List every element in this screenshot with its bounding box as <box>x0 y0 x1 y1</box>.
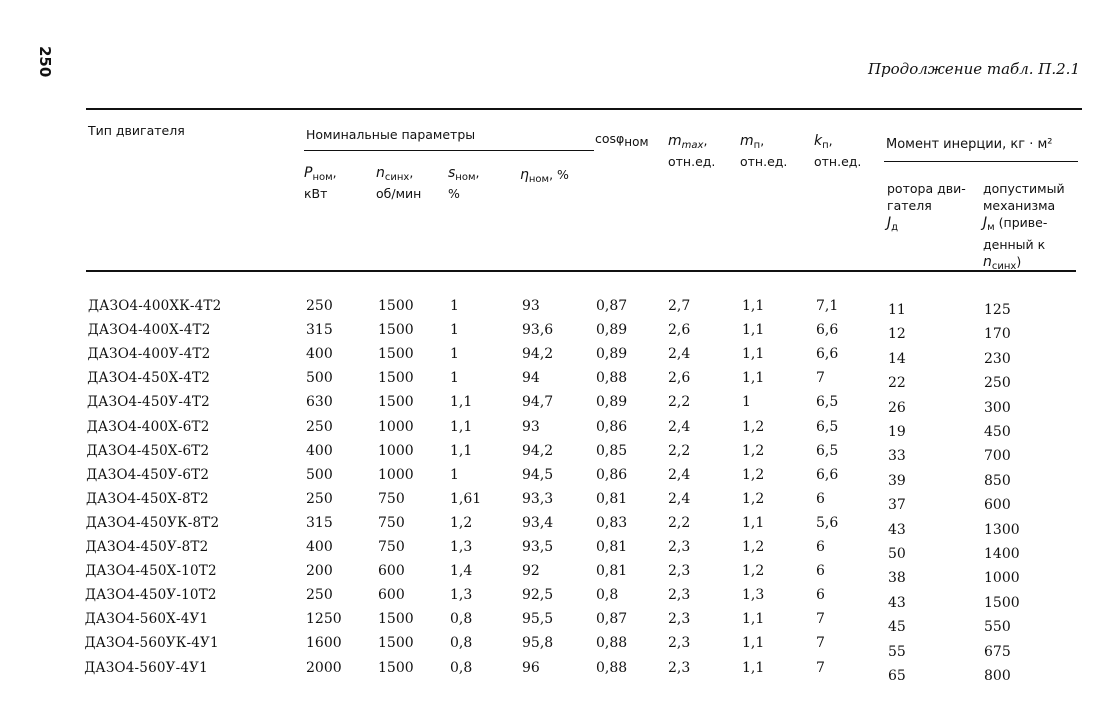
cell-cos: 0,89 <box>596 394 628 411</box>
cell-jm: 1300 <box>984 521 1020 538</box>
cell-cos: 0,8 <box>596 587 619 604</box>
cell-mp: 1,2 <box>742 539 765 555</box>
header-mech-line5-var: n <box>983 254 992 270</box>
cell-eta: 92 <box>522 563 540 580</box>
header-mech-line3: (приве- <box>998 215 1048 230</box>
header-m-max: $m_{max}$, отн.ед. <box>668 133 716 169</box>
cell-kp: 6 <box>816 539 825 555</box>
cell-jd: 43 <box>888 594 906 611</box>
header-p-nom-var: P <box>304 165 313 181</box>
cell-n: 750 <box>378 490 405 507</box>
cell-n: 1000 <box>378 466 414 483</box>
cell-type: ДАЗО4-400Х-4Т2 <box>87 322 211 339</box>
cell-type: ДАЗО4-450УК-8Т2 <box>85 514 220 531</box>
header-rotor-sub: д <box>891 222 899 233</box>
cell-s: 1 <box>450 298 459 314</box>
header-mmax-var: m <box>668 133 682 149</box>
header-s-nom-var: s <box>448 165 456 181</box>
top-rule <box>86 108 1082 110</box>
header-cos-var: cosφ <box>595 131 625 146</box>
header-p-nom-unit: кВт <box>304 186 328 201</box>
cell-cos: 0,86 <box>596 466 628 483</box>
cell-mmax: 2,2 <box>668 442 691 459</box>
header-kp-sub: п <box>822 140 829 151</box>
cell-mp: 1,1 <box>742 346 765 363</box>
cell-jd: 55 <box>888 643 906 660</box>
header-rotor-line1: ротора дви- <box>887 181 966 196</box>
cell-jm: 675 <box>984 643 1011 660</box>
nominal-params-rule <box>304 150 594 151</box>
cell-type: ДАЗО4-560У-4У1 <box>84 659 208 676</box>
cell-n: 1500 <box>378 635 414 652</box>
cell-s: 1,3 <box>450 539 473 555</box>
cell-jd: 37 <box>888 497 906 514</box>
header-n-sync-sub: синх <box>384 172 410 183</box>
cell-type: ДАЗО4-450У-8Т2 <box>85 539 209 555</box>
cell-p: 630 <box>306 394 333 411</box>
header-mmax-sub: max <box>681 140 704 151</box>
cell-jd: 43 <box>888 521 906 538</box>
table-caption: Продолжение табл. П.2.1 <box>867 60 1080 78</box>
cell-jm: 450 <box>984 424 1011 440</box>
cell-n: 750 <box>378 514 405 531</box>
cell-n: 1500 <box>378 322 414 339</box>
cell-mmax: 2,4 <box>668 346 691 363</box>
cell-cos: 0,88 <box>596 659 628 676</box>
cell-jd: 38 <box>888 570 906 587</box>
cell-mp: 1,1 <box>742 635 765 652</box>
cell-eta: 95,5 <box>522 611 554 628</box>
cell-eta: 93,4 <box>522 514 554 531</box>
header-eta-sub: ном <box>528 174 550 185</box>
cell-cos: 0,89 <box>596 346 628 363</box>
cell-mmax: 2,7 <box>668 298 691 314</box>
cell-kp: 6 <box>816 563 825 580</box>
cell-kp: 7 <box>816 611 825 628</box>
cell-cos: 0,85 <box>596 442 628 459</box>
cell-mmax: 2,4 <box>668 418 691 435</box>
cell-eta: 95,8 <box>522 635 554 652</box>
header-rotor-inertia <box>887 180 966 236</box>
cell-cos: 0,86 <box>596 418 628 435</box>
cell-p: 400 <box>306 442 333 459</box>
cell-n: 1000 <box>378 442 414 459</box>
cell-jd: 50 <box>888 546 906 562</box>
cell-n: 600 <box>378 563 405 580</box>
header-mech-line1: допустимый <box>983 181 1065 196</box>
header-n-sync-unit: об/мин <box>376 186 422 201</box>
cell-n: 600 <box>378 587 405 604</box>
cell-eta: 93,5 <box>522 539 554 555</box>
cell-cos: 0,89 <box>596 322 628 339</box>
cell-mmax: 2,4 <box>668 466 691 483</box>
cell-mp: 1,2 <box>742 490 765 507</box>
cell-mmax: 2,3 <box>668 635 691 652</box>
header-k-p: $k_п$, отн.ед. <box>814 133 862 169</box>
cell-mp: 1 <box>742 394 751 411</box>
header-n-sync-var: n <box>376 165 385 181</box>
header-rotor-var: J <box>887 215 892 231</box>
cell-kp: 6,6 <box>816 466 839 483</box>
cell-s: 1 <box>450 466 459 483</box>
cell-mp: 1,1 <box>742 322 765 339</box>
cell-kp: 7,1 <box>816 298 839 314</box>
cell-cos: 0,81 <box>596 539 628 555</box>
cell-jm: 300 <box>984 399 1011 416</box>
header-bottom-rule <box>86 270 1076 272</box>
cell-p: 500 <box>306 370 333 387</box>
cell-mp: 1,1 <box>742 611 765 628</box>
cell-jd: 45 <box>888 619 906 636</box>
cell-kp: 7 <box>816 659 825 676</box>
cell-jd: 14 <box>888 350 906 367</box>
cell-kp: 6,5 <box>816 418 839 435</box>
cell-s: 0,8 <box>450 611 473 628</box>
header-mech-line4: денный к <box>983 237 1046 252</box>
cell-mp: 1,1 <box>742 659 765 676</box>
cell-jm: 125 <box>984 302 1011 318</box>
cell-p: 250 <box>306 587 333 604</box>
header-kp-unit: отн.ед. <box>814 154 862 169</box>
cell-jm: 1000 <box>984 570 1020 587</box>
cell-mmax: 2,6 <box>668 322 691 339</box>
cell-p: 400 <box>306 346 333 363</box>
cell-n: 1500 <box>378 611 414 628</box>
cell-type: ДАЗО4-450Х-4Т2 <box>87 370 211 387</box>
cell-mmax: 2,2 <box>668 514 691 531</box>
cell-mp: 1,3 <box>742 587 765 604</box>
cell-p: 315 <box>306 514 333 531</box>
cell-eta: 92,5 <box>522 587 554 604</box>
cell-type: ДАЗО4-560УК-4У1 <box>84 635 219 652</box>
cell-s: 1 <box>450 322 459 339</box>
header-s-nom: $s_{ном}$, % <box>448 165 480 201</box>
cell-type: ДАЗО4-400Х-6Т2 <box>86 418 210 435</box>
cell-jd: 33 <box>888 448 906 465</box>
header-mechanism-inertia: допустимый механизма $J_м$ (приве- денный к $n_{синх}$) <box>983 181 1065 272</box>
cell-jm: 250 <box>984 375 1011 392</box>
cell-type: ДАЗО4-400У-4Т2 <box>87 346 211 363</box>
header-n-sync: $n_{синх}$, об/мин <box>376 165 422 201</box>
header-mmax-unit: отн.ед. <box>668 154 716 169</box>
cell-jm: 1500 <box>984 594 1020 611</box>
cell-n: 1500 <box>378 346 414 363</box>
cell-mmax: 2,3 <box>668 563 691 580</box>
cell-mmax: 2,3 <box>668 587 691 604</box>
cell-cos: 0,88 <box>596 370 628 387</box>
cell-s: 0,8 <box>450 635 473 652</box>
cell-kp: 7 <box>816 370 825 387</box>
cell-mp: 1,1 <box>742 514 765 531</box>
cell-eta: 94,2 <box>522 442 554 459</box>
header-rotor-line2: гателя <box>887 198 932 213</box>
cell-mmax: 2,2 <box>668 394 691 411</box>
header-s-nom-sub: ном <box>455 172 476 183</box>
cell-type: ДАЗО4-450У-4Т2 <box>87 394 210 411</box>
cell-s: 1 <box>450 346 459 363</box>
cell-kp: 6,5 <box>816 442 839 459</box>
cell-type: ДАЗО4-450Х-10Т2 <box>85 563 217 580</box>
cell-eta: 96 <box>522 659 540 676</box>
cell-eta: 94,7 <box>522 394 554 411</box>
cell-n: 1500 <box>378 659 414 676</box>
header-kp-var: k <box>814 133 823 149</box>
cell-mmax: 2,3 <box>668 539 691 555</box>
cell-p: 400 <box>306 539 333 555</box>
cell-jm: 700 <box>984 448 1011 465</box>
cell-jm: 850 <box>984 472 1011 489</box>
cell-eta: 93 <box>522 298 540 314</box>
cell-cos: 0,81 <box>596 490 628 507</box>
header-cos-phi <box>595 131 649 150</box>
cell-cos: 0,88 <box>596 635 628 652</box>
page-number: 250 <box>36 46 54 78</box>
cell-n: 1000 <box>378 418 414 435</box>
header-mech-line2: механизма <box>983 198 1056 213</box>
header-mech-line5-sub: синх <box>991 261 1017 272</box>
cell-type: ДАЗО4-450Х-6Т2 <box>86 442 210 459</box>
cell-jm: 170 <box>984 326 1011 343</box>
cell-s: 1,1 <box>450 442 473 459</box>
cell-mp: 1,2 <box>742 418 765 435</box>
header-nominal-params: Номинальные параметры <box>306 127 476 142</box>
cell-jd: 22 <box>888 375 906 392</box>
cell-kp: 6,6 <box>816 346 839 363</box>
cell-s: 1,3 <box>450 587 473 604</box>
cell-cos: 0,87 <box>596 298 628 314</box>
cell-jm: 600 <box>984 497 1011 514</box>
cell-p: 250 <box>306 418 333 435</box>
cell-kp: 6 <box>816 587 825 604</box>
cell-kp: 6 <box>816 490 825 507</box>
cell-s: 1 <box>450 370 459 387</box>
header-eta-nom: $\eta_{ном}$, % <box>520 167 569 185</box>
cell-mp: 1,1 <box>742 370 765 387</box>
header-mp-var: m <box>740 133 754 149</box>
cell-eta: 94,2 <box>522 346 554 363</box>
cell-kp: 6,5 <box>816 394 839 411</box>
cell-p: 1250 <box>306 611 342 628</box>
cell-s: 1,1 <box>450 394 473 411</box>
cell-jd: 19 <box>888 424 906 440</box>
cell-kp: 5,6 <box>816 514 839 531</box>
cell-cos: 0,87 <box>596 611 628 628</box>
cell-mmax: 2,3 <box>668 611 691 628</box>
cell-s: 1,1 <box>450 418 473 435</box>
cell-type: ДАЗО4-560Х-4У1 <box>84 611 209 628</box>
header-mp-sub: п <box>753 140 761 151</box>
cell-kp: 6,6 <box>816 322 839 339</box>
cell-eta: 93,6 <box>522 322 554 339</box>
cell-eta: 94,5 <box>522 466 554 483</box>
cell-jd: 65 <box>888 668 906 684</box>
cell-mp: 1,2 <box>742 563 765 580</box>
cell-n: 1500 <box>378 394 414 411</box>
cell-mp: 1,2 <box>742 442 765 459</box>
cell-type: ДАЗО4-450Х-8Т2 <box>86 490 209 507</box>
cell-mp: 1,1 <box>742 298 765 314</box>
cell-jd: 11 <box>888 302 906 318</box>
cell-s: 1,4 <box>450 563 473 580</box>
cell-mp: 1,2 <box>742 466 765 483</box>
header-s-nom-unit: % <box>448 186 460 201</box>
header-inertia: Момент инерции, кг · м² <box>886 137 1053 152</box>
header-m-p: $m_п$, отн.ед. <box>740 133 788 169</box>
header-eta-unit: % <box>557 167 569 182</box>
header-type: Тип двигателя <box>88 123 185 138</box>
cell-type: ДАЗО4-400ХК-4Т2 <box>88 298 222 314</box>
cell-jm: 1400 <box>984 546 1020 562</box>
cell-p: 315 <box>306 322 333 339</box>
cell-mmax: 2,4 <box>668 490 691 507</box>
cell-cos: 0,81 <box>596 563 628 580</box>
cell-type: ДАЗО4-450У-10Т2 <box>85 587 217 604</box>
header-p-nom: $P_{ном}$, кВт <box>304 165 337 201</box>
cell-jm: 230 <box>984 350 1011 367</box>
cell-cos: 0,83 <box>596 514 628 531</box>
header-cos-sub: ном <box>624 135 649 149</box>
header-p-nom-sub: ном <box>312 172 333 183</box>
cell-eta: 94 <box>522 370 540 387</box>
header-eta-var: η <box>520 167 529 183</box>
cell-p: 2000 <box>306 659 342 676</box>
cell-jd: 26 <box>888 399 906 416</box>
cell-n: 1500 <box>378 298 414 314</box>
cell-p: 200 <box>306 563 333 580</box>
cell-jm: 550 <box>984 619 1011 636</box>
cell-kp: 7 <box>816 635 825 652</box>
inertia-rule <box>884 161 1078 162</box>
cell-p: 250 <box>306 298 333 314</box>
cell-type: ДАЗО4-450У-6Т2 <box>86 466 210 483</box>
cell-s: 1,61 <box>450 490 482 507</box>
cell-eta: 93 <box>522 418 540 435</box>
cell-n: 1500 <box>378 370 414 387</box>
cell-p: 250 <box>306 490 333 507</box>
header-mech-sub: м <box>987 222 995 233</box>
cell-eta: 93,3 <box>522 490 554 507</box>
cell-jm: 800 <box>984 668 1011 684</box>
cell-jd: 39 <box>888 472 906 489</box>
cell-jd: 12 <box>888 326 906 343</box>
cell-mmax: 2,6 <box>668 370 691 387</box>
cell-s: 0,8 <box>450 659 473 676</box>
header-mech-var: J <box>983 215 988 231</box>
cell-mmax: 2,3 <box>668 659 691 676</box>
cell-p: 1600 <box>306 635 342 652</box>
header-mp-unit: отн.ед. <box>740 154 788 169</box>
cell-n: 750 <box>378 539 405 555</box>
cell-p: 500 <box>306 466 333 483</box>
cell-s: 1,2 <box>450 514 473 531</box>
